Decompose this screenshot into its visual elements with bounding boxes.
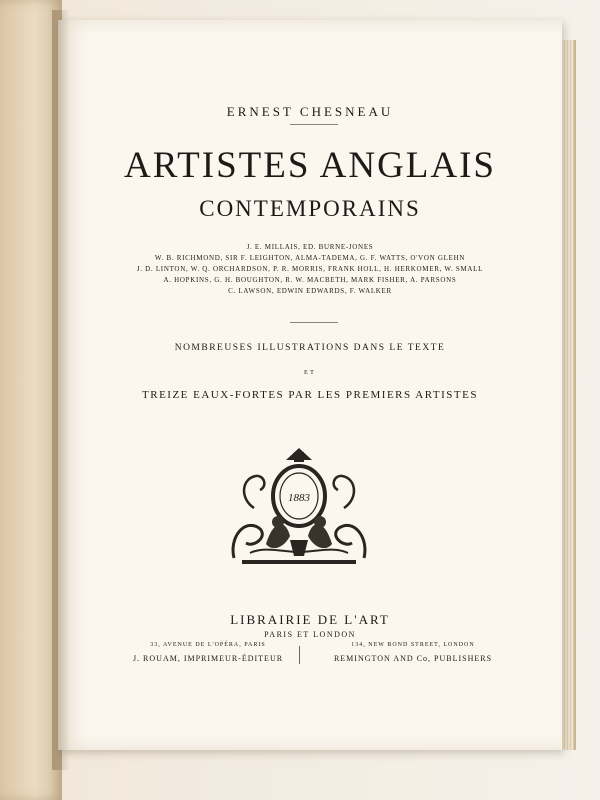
- publisher-cities: PARIS ET LONDON: [264, 630, 356, 639]
- artist-line: C. LAWSON, EDWIN EDWARDS, F. WALKER: [228, 287, 392, 295]
- book-subtitle: CONTEMPORAINS: [199, 196, 421, 221]
- middle-rule: [290, 322, 338, 323]
- title-page: [58, 20, 562, 750]
- artist-line: A. HOPKINS, G. H. BOUGHTON, R. W. MACBETH, MARK FISHER, A. PARSONS: [163, 276, 457, 284]
- publisher-name: LIBRAIRIE DE L'ART: [230, 612, 390, 627]
- artist-list: [58, 242, 562, 297]
- artist-line: J. D. LINTON, W. Q. ORCHARDSON, P. R. MORRIS, FRANK HOLL, H. HERKOMER, W. SMALL: [136, 265, 484, 273]
- imprint-divider: [299, 646, 300, 664]
- london-address: 134, NEW BOND STREET, LONDON: [351, 642, 475, 648]
- top-rule: [290, 124, 338, 125]
- book-title: ARTISTES ANGLAIS: [123, 145, 497, 186]
- paris-printer: J. ROUAM, IMPRIMEUR-ÉDITEUR: [132, 654, 284, 663]
- author-name: ERNEST CHESNEAU: [226, 104, 394, 119]
- etchings-line: TREIZE EAUX-FORTES PAR LES PREMIERS ARTISTES: [142, 389, 478, 401]
- spine-shadow: [52, 10, 70, 770]
- paris-address: 33, AVENUE DE L'OPÉRA, PARIS: [150, 642, 266, 648]
- printer-emblem: [224, 448, 374, 568]
- conjunction-line: ET: [304, 369, 316, 376]
- artist-line: W. B. RICHMOND, SIR F. LEIGHTON, ALMA-TADEMA, G. F. WATTS, O'VON GLEHN: [154, 254, 466, 262]
- emblem-year: 1883: [288, 492, 310, 504]
- illustrations-line: NOMBREUSES ILLUSTRATIONS DANS LE TEXTE: [174, 343, 446, 353]
- artist-line: J. E. MILLAIS, ED. BURNE-JONES: [246, 243, 374, 251]
- london-publisher: REMINGTON AND Co, PUBLISHERS: [333, 654, 493, 663]
